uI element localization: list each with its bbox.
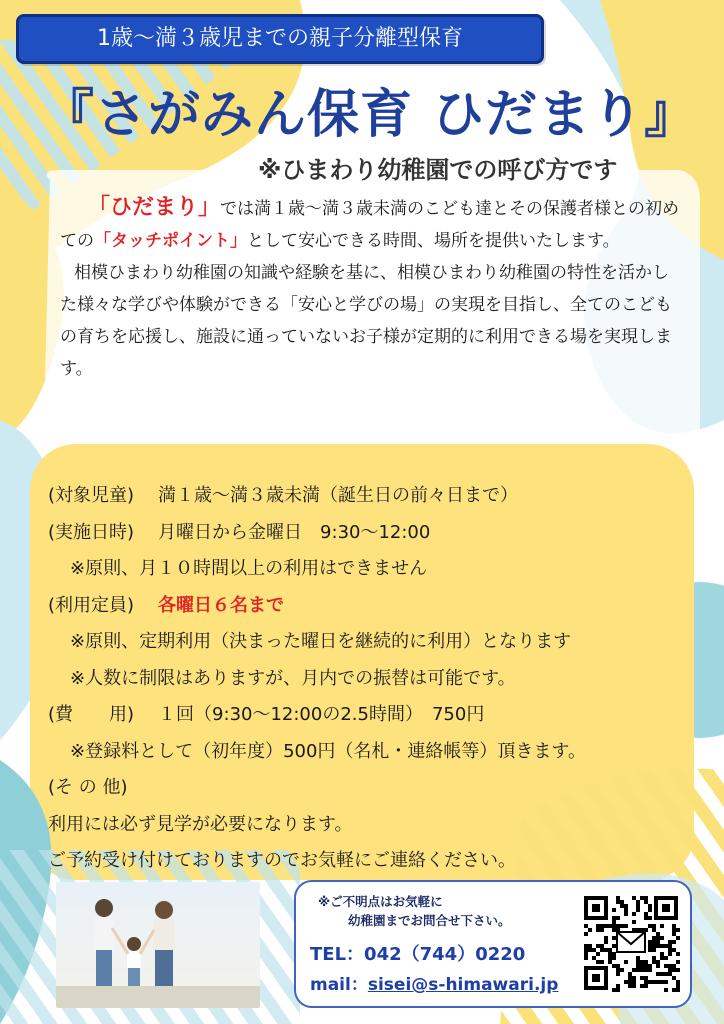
program-name: 「ひだまり」 xyxy=(88,195,221,220)
contact-box xyxy=(294,880,692,1008)
fee-value: １回（9:30～12:00の2.5時間） 750円 xyxy=(158,704,485,725)
other-line-2: ご予約受け付けておりますのでお気軽にご連絡ください。 xyxy=(48,850,516,871)
contact-message-line-2: 幼稚園までお問合せ下さい。 xyxy=(348,913,511,928)
mail-line xyxy=(310,970,558,995)
email-link[interactable]: sisei@s-himawari.jp xyxy=(367,975,559,995)
intro-text-a: では満１歳～満３歳未満のこども達とその保護者様との初めての xyxy=(60,199,680,251)
intro-text-b: として安心できる時間、場所を提供いたします。 xyxy=(247,231,620,251)
capacity-label: (利用定員) xyxy=(48,594,135,616)
page-title: 『さがみん保育 ひだまり』 xyxy=(42,85,698,145)
intro-paragraph-1 xyxy=(60,192,680,257)
qr-code-icon xyxy=(580,892,682,994)
target-row xyxy=(48,478,688,515)
schedule-label: (実施日時) xyxy=(48,521,135,543)
contact-message xyxy=(318,892,511,930)
intro-text xyxy=(60,192,680,385)
program-details xyxy=(48,478,688,880)
fee-row xyxy=(48,697,688,734)
contact-message-line-1: ※ご不明点はお気軽に xyxy=(318,894,443,909)
schedule-value: 月曜日から金曜日 9:30～12:00 xyxy=(158,521,431,543)
fee-note: ※登録料として（初年度）500円（名札・連絡帳等）頂きます。 xyxy=(70,740,586,762)
capacity-note-2: ※人数に制限はありますが、月内での振替は可能です。 xyxy=(70,667,516,689)
schedule-note: ※原則、月１０時間以上の利用はできません xyxy=(70,558,428,579)
family-photo-illustration xyxy=(56,882,260,1008)
phone-number[interactable]: 042（744）0220 xyxy=(364,944,526,965)
mail-label: mail： xyxy=(310,975,368,995)
tagline-banner: 1歳～満３歳児までの親子分離型保育 xyxy=(16,14,544,64)
capacity-row xyxy=(48,588,688,625)
subtitle-note: ※ひまわり幼稚園での呼び方です xyxy=(258,156,618,184)
phone-label: TEL： xyxy=(310,944,365,965)
family-photo xyxy=(56,882,260,1008)
capacity-note-1: ※原則、定期利用（決まった曜日を継続的に利用）となります xyxy=(70,631,572,652)
intro-paragraph-2: 相模ひまわり幼稚園の知識や経験を基に、相模ひまわり幼稚園の特性を活かした様々な学びや体験ができる「安心と学びの場」の実現を目指し、全てのこどもの育ちを応援し、施設に通っていないお子様が定期的に利用できる場を実現します。 xyxy=(60,263,672,379)
target-value: 満１歳～満３歳未満（誕生日の前々日まで） xyxy=(158,485,519,506)
other-row: (そ の 他) xyxy=(48,777,128,798)
capacity-value: 各曜日６名まで xyxy=(158,594,285,616)
phone-line xyxy=(310,940,525,966)
touchpoint-highlight: 「タッチポイント」 xyxy=(94,231,247,251)
other-line-1: 利用には必ず見学が必要になります。 xyxy=(48,813,353,835)
target-label: (対象児童) xyxy=(48,485,135,506)
schedule-row xyxy=(48,515,688,552)
fee-label: (費 用) xyxy=(48,704,135,725)
